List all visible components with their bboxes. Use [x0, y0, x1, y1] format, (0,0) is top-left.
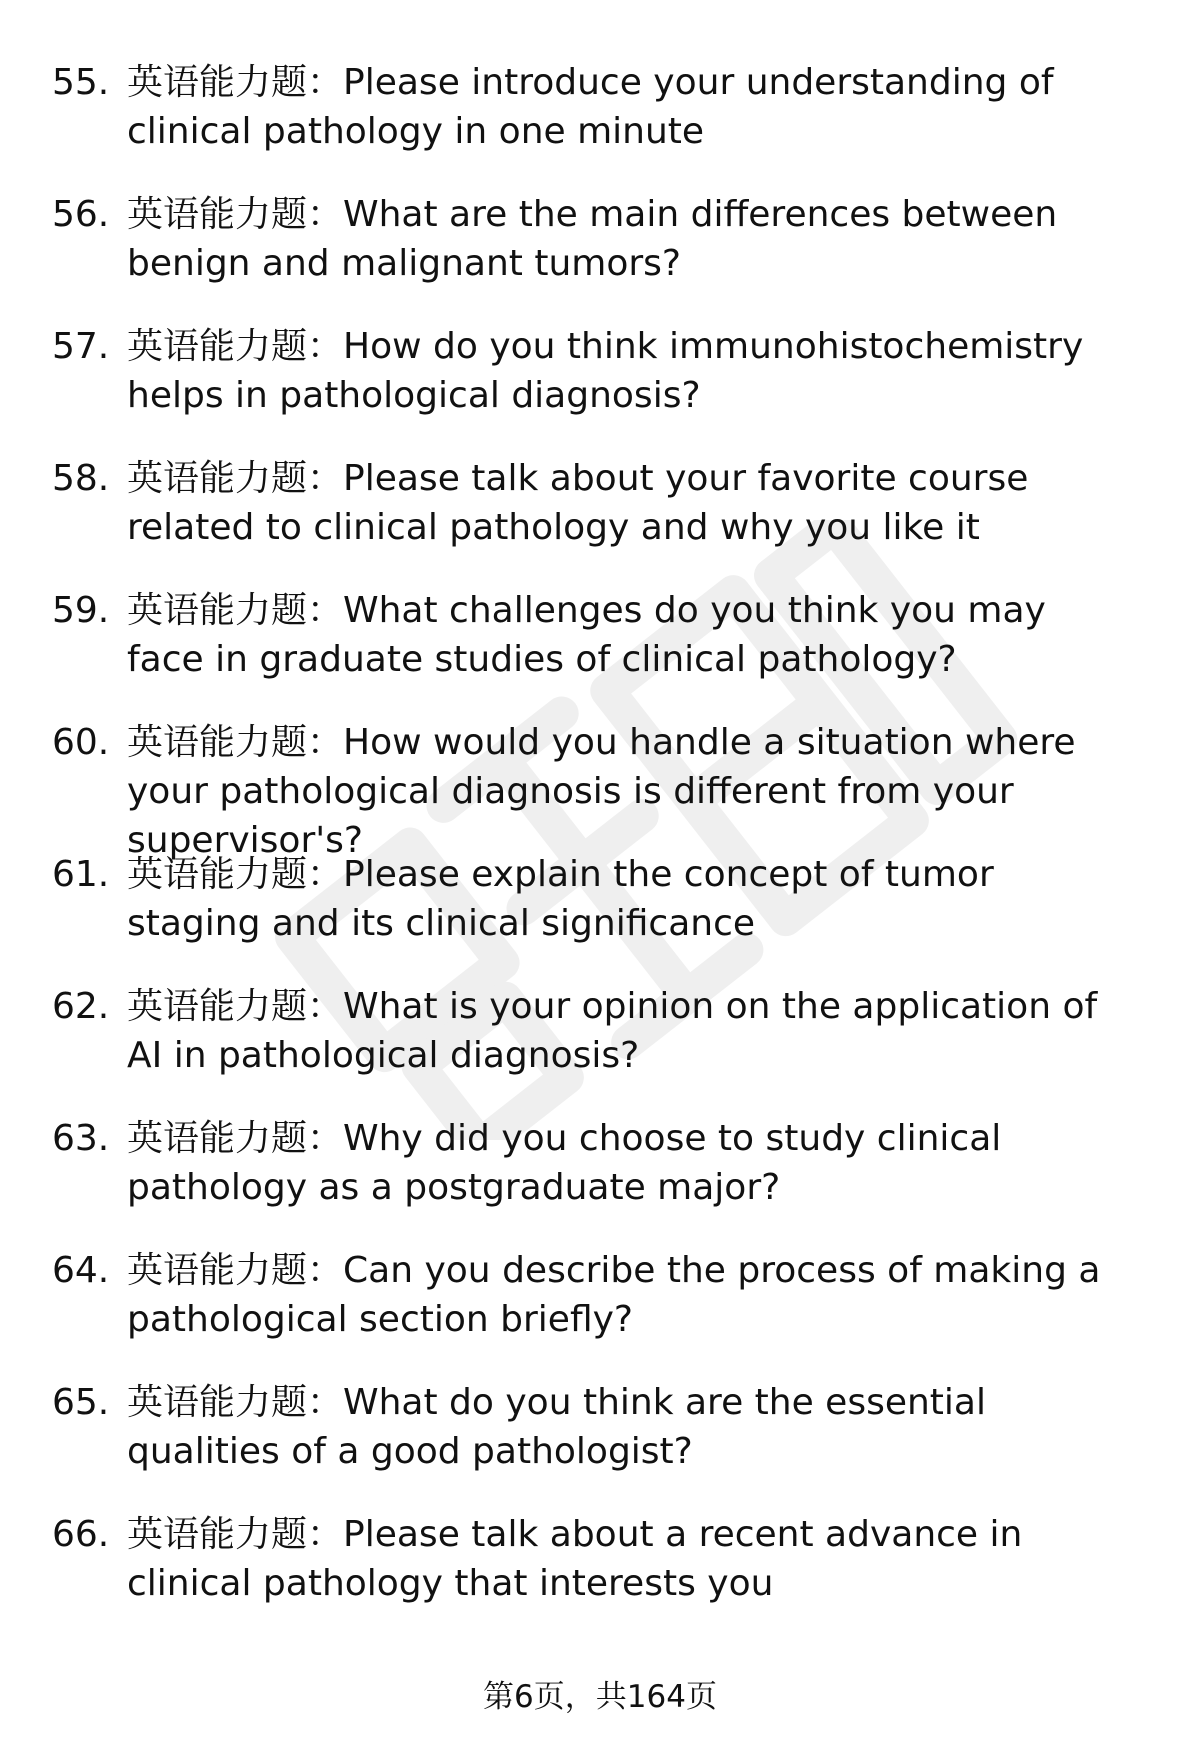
question-number: 58.: [52, 458, 110, 499]
page-footer: 第6页，共164页: [483, 1679, 717, 1715]
question-body: [127, 190, 1127, 288]
question-category: 英语能力题：: [127, 854, 344, 895]
question-item: [52, 454, 1172, 586]
question-item: [52, 718, 1172, 861]
question-category: 英语能力题：: [127, 1514, 344, 1555]
question-item: [52, 1378, 1172, 1510]
question-item: [52, 322, 1172, 454]
question-number: 65.: [52, 1382, 110, 1423]
question-item: [52, 586, 1172, 718]
question-category: 英语能力题：: [127, 1382, 344, 1423]
question-number: 66.: [52, 1514, 110, 1555]
question-number: 61.: [52, 854, 110, 895]
question-body: [127, 982, 1127, 1080]
question-list: [52, 58, 1172, 1642]
question-text: What do you think are the essential qualities of a good pathologist?: [127, 1382, 986, 1472]
question-category: 英语能力题：: [127, 62, 344, 103]
question-text: Please talk about your favorite course related to clinical pathology and why you like it: [127, 458, 1029, 548]
question-text: Please introduce your understanding of clinical pathology in one minute: [127, 62, 1054, 152]
question-number: 62.: [52, 986, 110, 1027]
question-number: 59.: [52, 590, 110, 631]
question-item: [52, 1510, 1172, 1642]
question-category: 英语能力题：: [127, 194, 344, 235]
question-item: [52, 982, 1172, 1114]
question-category: 英语能力题：: [127, 590, 344, 631]
question-number: 64.: [52, 1250, 110, 1291]
question-item: [52, 850, 1172, 982]
question-text: How do you think immunohistochemistry helps in pathological diagnosis?: [127, 326, 1084, 416]
question-body: [127, 1510, 1127, 1608]
question-body: [127, 718, 1127, 865]
question-text: What is your opinion on the application of AI in pathological diagnosis?: [127, 986, 1098, 1076]
question-category: 英语能力题：: [127, 458, 344, 499]
question-number: 60.: [52, 722, 110, 763]
question-body: [127, 586, 1127, 684]
question-text: Please explain the concept of tumor staging and its clinical significance: [127, 854, 994, 944]
question-item: [52, 190, 1172, 322]
question-body: [127, 454, 1127, 552]
question-category: 英语能力题：: [127, 722, 344, 763]
question-number: 55.: [52, 62, 110, 103]
question-body: [127, 1378, 1127, 1476]
question-number: 63.: [52, 1118, 110, 1159]
question-item: [52, 58, 1172, 190]
question-item: [52, 1114, 1172, 1246]
question-text: Why did you choose to study clinical pathology as a postgraduate major?: [127, 1118, 1002, 1208]
question-item: [52, 1246, 1172, 1378]
question-text: Can you describe the process of making a pathological section briefly?: [127, 1250, 1101, 1340]
question-category: 英语能力题：: [127, 1250, 344, 1291]
question-text: What are the main differences between benign and malignant tumors?: [127, 194, 1058, 284]
question-category: 英语能力题：: [127, 986, 344, 1027]
question-category: 英语能力题：: [127, 326, 344, 367]
question-category: 英语能力题：: [127, 1118, 344, 1159]
question-body: [127, 1114, 1127, 1212]
question-body: [127, 322, 1127, 420]
question-text: How would you handle a situation where your pathological diagnosis is different from your supervisor's?: [127, 722, 1076, 861]
question-body: [127, 1246, 1127, 1344]
question-number: 57.: [52, 326, 110, 367]
question-number: 56.: [52, 194, 110, 235]
question-text: What challenges do you think you may face in graduate studies of clinical pathology?: [127, 590, 1046, 680]
question-body: [127, 850, 1127, 948]
question-text: Please talk about a recent advance in clinical pathology that interests you: [127, 1514, 1023, 1604]
question-body: [127, 58, 1127, 156]
